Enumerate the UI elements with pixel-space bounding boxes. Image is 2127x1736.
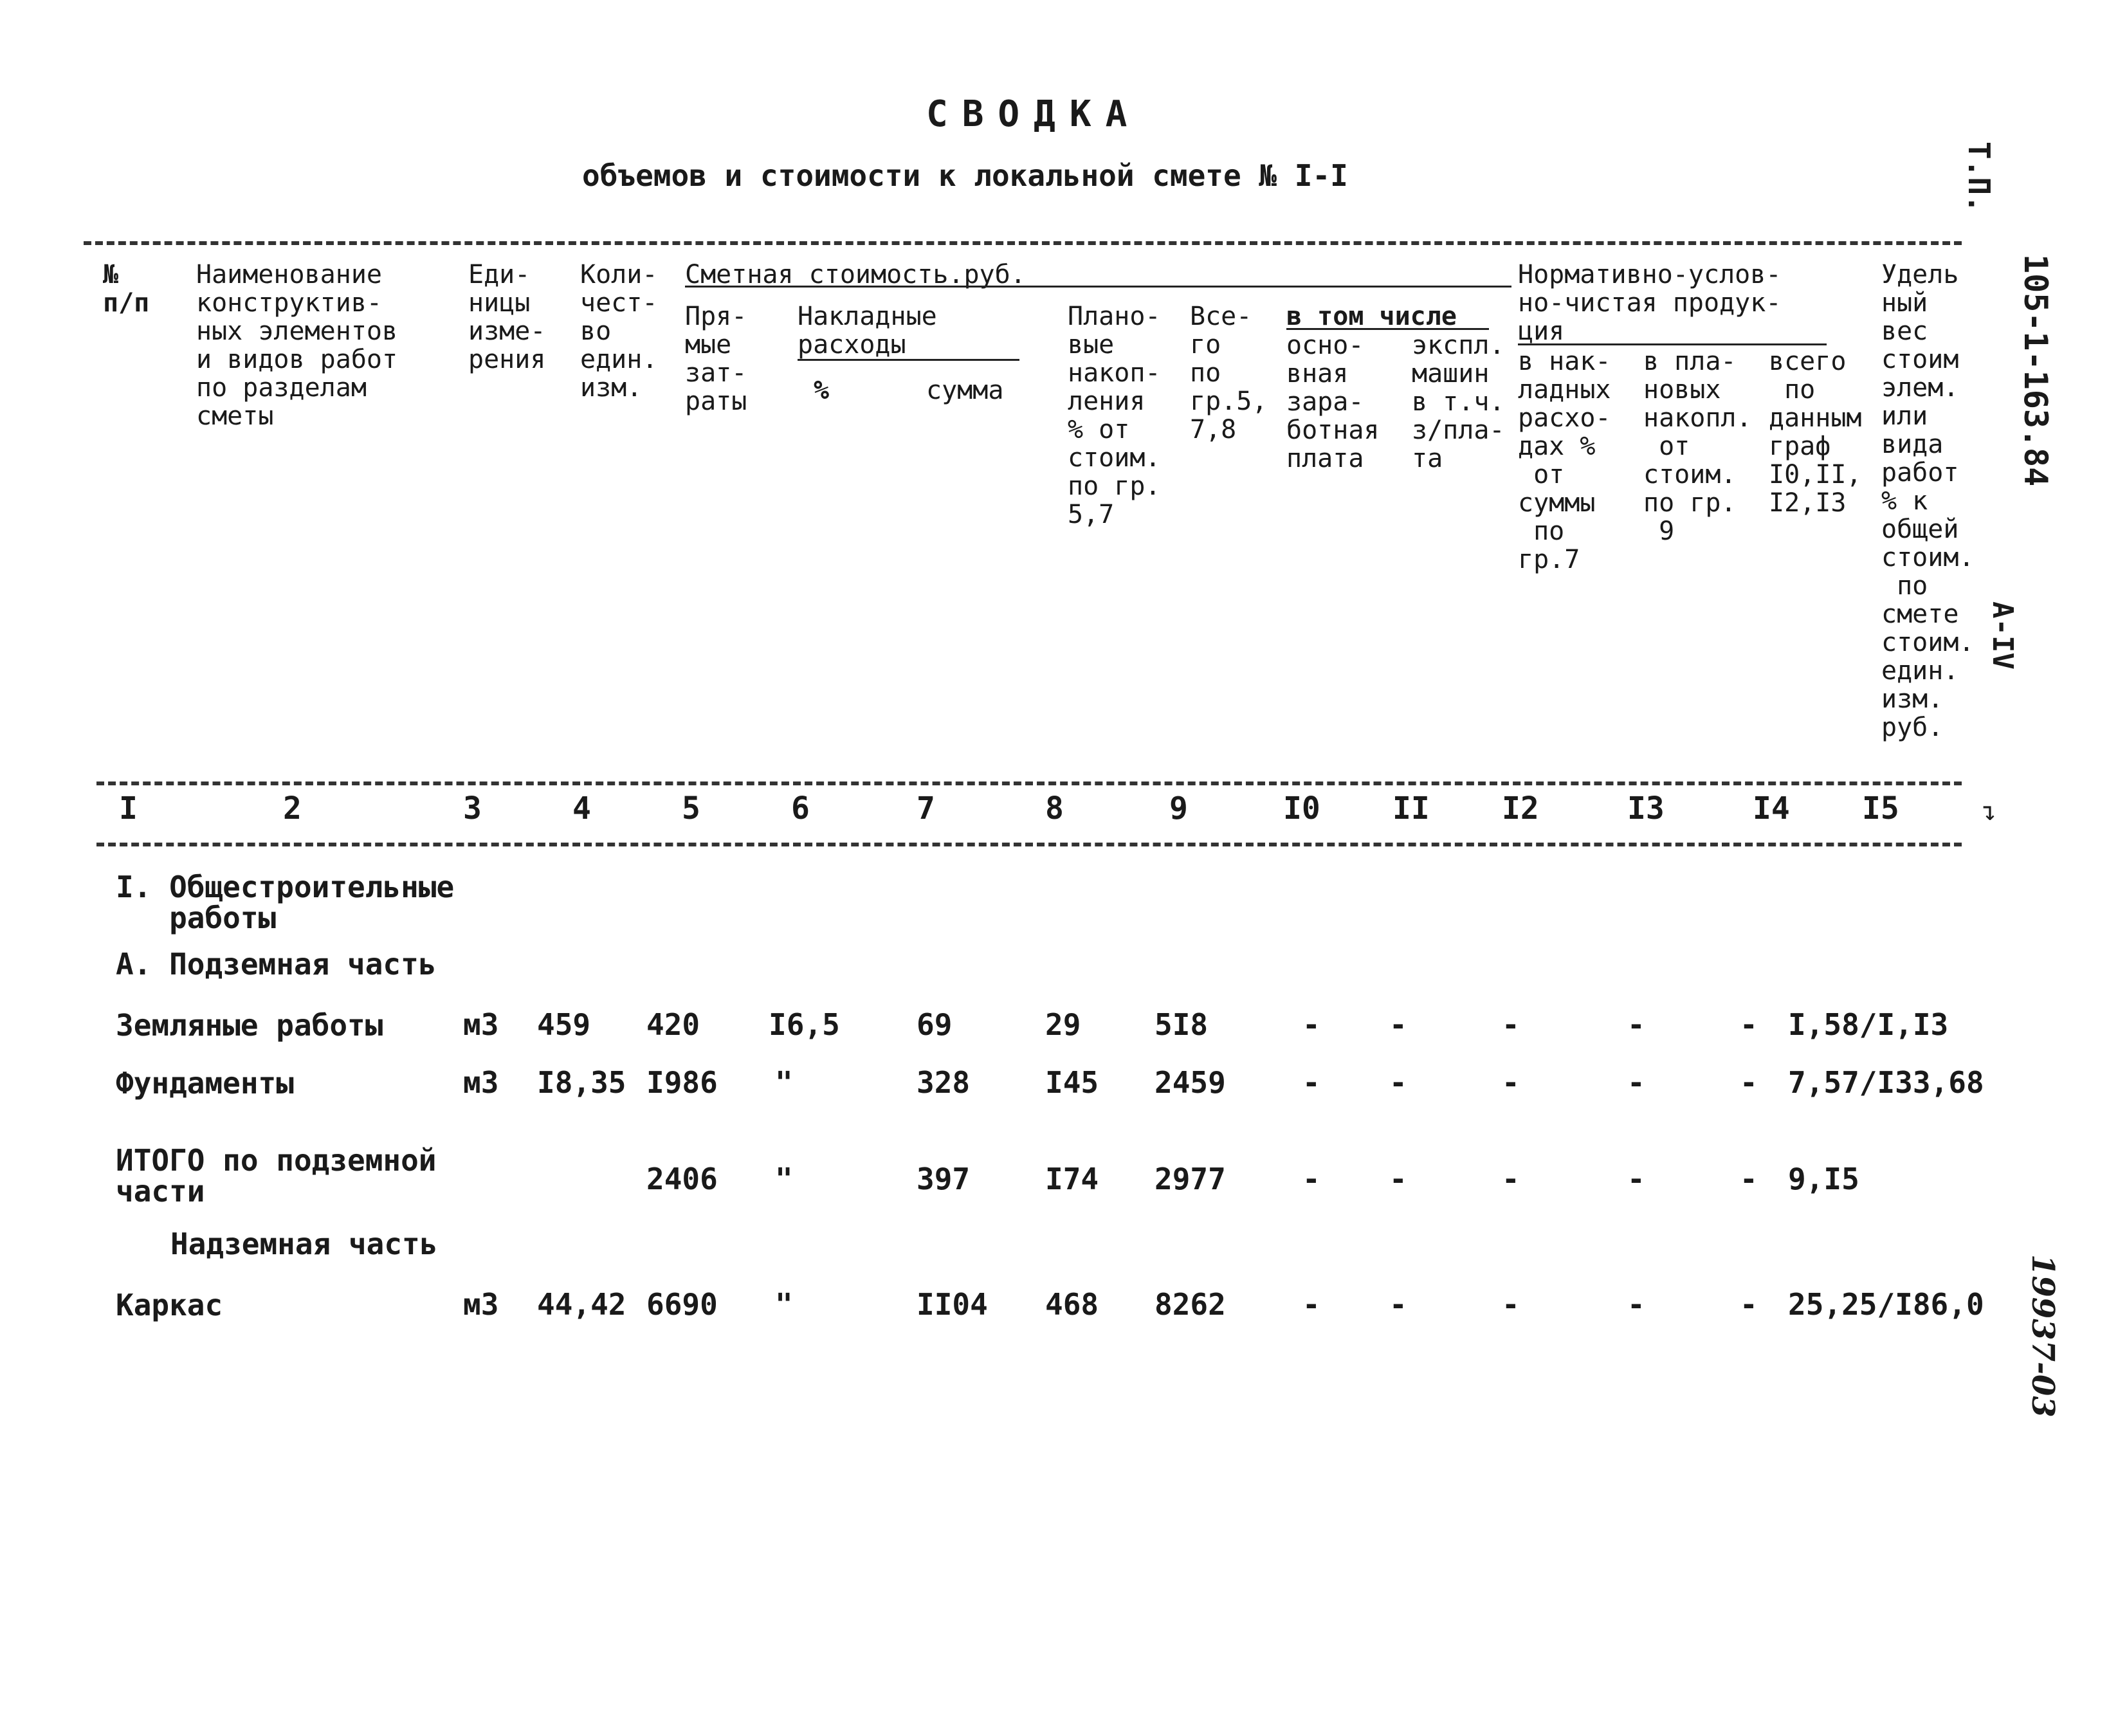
tp-mark: Т.П. [1962, 142, 1996, 213]
header-group-cost-underline [685, 286, 1511, 288]
row-name: Земляные работы [116, 1008, 383, 1043]
header-col-wages: осно- вная зара- ботная плата [1286, 331, 1380, 473]
row-name: Фундаменты [116, 1066, 294, 1101]
column-number: 5 [682, 790, 700, 827]
table-row [0, 1145, 2127, 1216]
row-planned: I45 [1045, 1065, 1099, 1100]
arrow-icon: ↴ [1981, 797, 1997, 827]
row-machines: - [1389, 1065, 1407, 1100]
row-name: Каркас [116, 1288, 223, 1322]
row-norm-overhead: - [1502, 1065, 1520, 1100]
row-total: 5I8 [1155, 1007, 1209, 1042]
header-group-normative-underline [1518, 343, 1827, 345]
row-total: 2977 [1155, 1162, 1226, 1196]
row-total: 2459 [1155, 1065, 1226, 1100]
row-share: 25,25/I86,0 [1788, 1287, 1984, 1322]
row-norm-total: - [1740, 1287, 1758, 1322]
row-unit: м3 [463, 1065, 499, 1100]
column-number: I4 [1753, 790, 1790, 827]
archive-number: 19937-03 [2025, 1254, 2061, 1418]
header-col-total: Все- го по гр.5, 7,8 [1190, 302, 1268, 444]
header-col-unit: Еди- ницы изме- рения [468, 260, 546, 374]
column-number: I5 [1862, 790, 1899, 827]
row-planned: I74 [1045, 1162, 1099, 1196]
header-col-norm-planned: в пла- новых накопл. от стоим. по гр. 9 [1643, 347, 1752, 546]
row-norm-planned: - [1627, 1007, 1645, 1042]
row-unit: м3 [463, 1007, 499, 1042]
row-norm-overhead: - [1502, 1007, 1520, 1042]
column-number: 2 [283, 790, 302, 827]
album-mark: А-IV [1986, 601, 2019, 670]
header-top-rule [84, 241, 1962, 245]
row-machines: - [1389, 1007, 1407, 1042]
column-number: 6 [791, 790, 810, 827]
row-unit: м3 [463, 1287, 499, 1322]
header-group-overhead: Накладные расходы [798, 302, 937, 360]
row-wages: - [1302, 1007, 1320, 1042]
column-number: I [119, 790, 138, 827]
header-col-norm-total: всего по данным граф I0,II, I2,I3 [1769, 347, 1862, 518]
header-col-norm-overhead: в нак- ладных расхо- дах % от суммы по гр.7 [1518, 347, 1611, 574]
table-row [0, 1065, 2127, 1106]
row-direct: 6690 [646, 1287, 718, 1322]
column-number: I0 [1283, 790, 1320, 827]
row-machines: - [1389, 1287, 1407, 1322]
row-wages: - [1302, 1162, 1320, 1196]
column-number: 3 [463, 790, 482, 827]
header-col-name: Наименование конструктив- ных элементов и видов работ по разделам сметы [196, 260, 398, 431]
document-subtitle: объемов и стоимости к локальной смете № I-I [582, 158, 1348, 193]
header-group-overhead-underline [798, 359, 1019, 361]
row-share: 9,I5 [1788, 1162, 1859, 1196]
header-col-planned: Плано- вые накоп- ления % от стоим. по гр. 5,7 [1068, 302, 1161, 529]
column-number: II [1392, 790, 1430, 827]
row-norm-total: - [1740, 1162, 1758, 1196]
header-col-overhead-pct: % [814, 376, 830, 405]
row-wages: - [1302, 1065, 1320, 1100]
row-overhead-sum: 69 [917, 1007, 953, 1042]
row-wages: - [1302, 1287, 1320, 1322]
header-group-cost: Сметная стоимость.руб. [685, 260, 1026, 289]
row-overhead-pct: " [775, 1287, 793, 1322]
table-row [0, 1287, 2127, 1328]
row-norm-planned: - [1627, 1162, 1645, 1196]
row-direct: I986 [646, 1065, 718, 1100]
row-direct: 2406 [646, 1162, 718, 1196]
row-norm-planned: - [1627, 1065, 1645, 1100]
document-title: СВОДКА [926, 93, 1142, 135]
row-overhead-pct: I6,5 [769, 1007, 840, 1042]
row-qty: 459 [537, 1007, 591, 1042]
header-col-direct: Пря- мые зат- раты [685, 302, 747, 416]
column-number: I3 [1627, 790, 1665, 827]
row-share: I,58/I,I3 [1788, 1007, 1949, 1042]
header-col-number: № п/п [103, 260, 150, 318]
row-share: 7,57/I33,68 [1788, 1065, 1984, 1100]
row-norm-overhead: - [1502, 1287, 1520, 1322]
row-machines: - [1389, 1162, 1407, 1196]
header-group-including: в том числе [1286, 302, 1457, 331]
header-bottom-rule [96, 781, 1962, 785]
column-number: 8 [1045, 790, 1064, 827]
row-norm-total: - [1740, 1007, 1758, 1042]
row-overhead-sum: II04 [917, 1287, 988, 1322]
header-group-normative: Нормативно-услов- но-чистая продук- ция [1518, 260, 1782, 346]
row-norm-overhead: - [1502, 1162, 1520, 1196]
column-number: 4 [572, 790, 591, 827]
row-norm-total: - [1740, 1065, 1758, 1100]
row-overhead-pct: " [775, 1065, 793, 1100]
column-number: 7 [917, 790, 935, 827]
row-direct: 420 [646, 1007, 700, 1042]
row-overhead-sum: 397 [917, 1162, 971, 1196]
header-col-quantity: Коли- чест- во един. изм. [580, 260, 658, 403]
header-col-overhead-sum: сумма [926, 376, 1004, 405]
header-col-machines: экспл. машин в т.ч. з/пла- та [1412, 331, 1505, 473]
header-col-share: Удель ный вес стоим элем. или вида работ % к общей стоим. по смете стоим. един. изм. руб. [1881, 260, 1975, 742]
row-qty: 44,42 [537, 1287, 626, 1322]
header-group-including-underline [1286, 328, 1489, 330]
row-planned: 468 [1045, 1287, 1099, 1322]
row-total: 8262 [1155, 1287, 1226, 1322]
row-overhead-sum: 328 [917, 1065, 971, 1100]
row-name: ИТОГО по подземной части [116, 1143, 437, 1209]
colnum-bottom-rule [96, 843, 1962, 846]
section-heading: I. Общестроительные работы [116, 870, 455, 935]
column-number: 9 [1169, 790, 1188, 827]
row-norm-planned: - [1627, 1287, 1645, 1322]
section-heading: Надземная часть [170, 1227, 438, 1261]
table-row [0, 1007, 2127, 1048]
section-heading: А. Подземная часть [116, 947, 437, 982]
column-number: I2 [1502, 790, 1539, 827]
row-overhead-pct: " [775, 1162, 793, 1196]
row-qty: I8,35 [537, 1065, 626, 1100]
document-code: 105-1-163.84 [2017, 254, 2054, 487]
row-planned: 29 [1045, 1007, 1081, 1042]
